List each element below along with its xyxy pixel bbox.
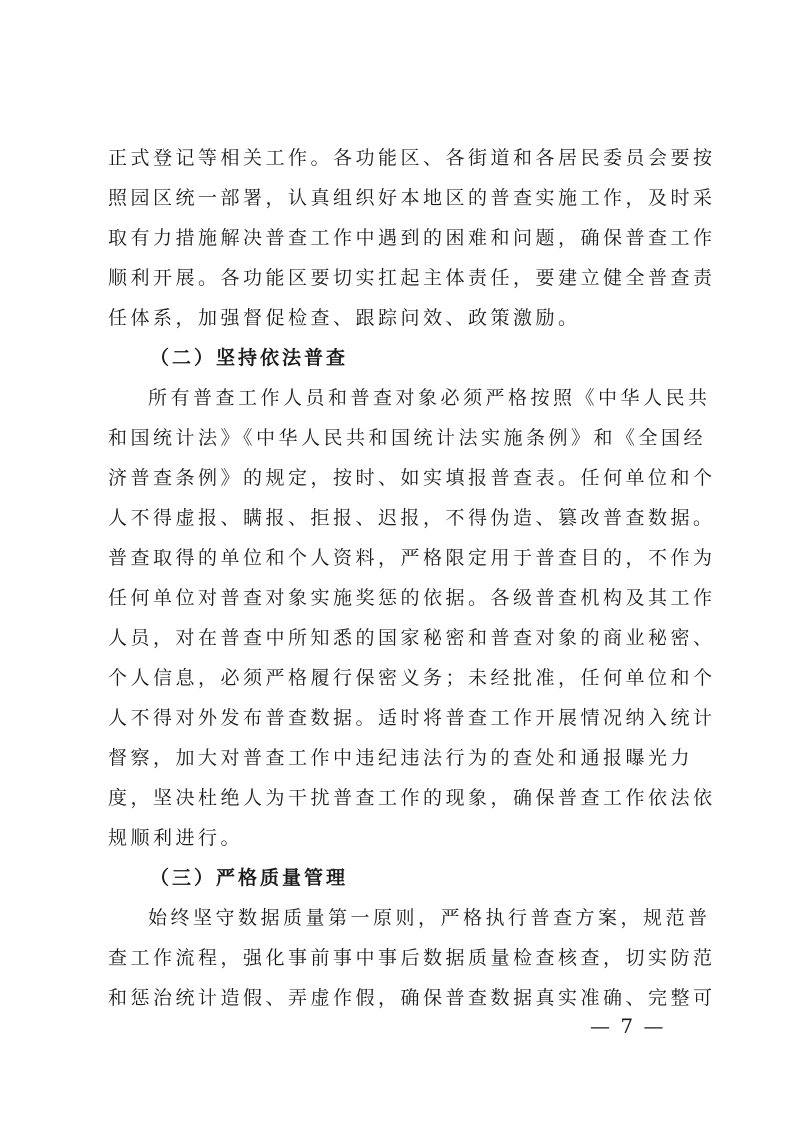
- body-text-line: 照园区统一部署，认真组织好本地区的普查实施工作，及时采: [108, 187, 716, 209]
- body-text-line: 和国统计法》《中华人民共和国统计法实施条例》和《全国经: [108, 427, 707, 449]
- body-text-line: 正式登记等相关工作。各功能区、各街道和各居民委员会要按: [108, 147, 716, 169]
- body-text-line: 任体系，加强督促检查、跟踪问效、政策激励。: [108, 307, 581, 329]
- body-text-line: 度，坚决杜绝人为干扰普查工作的现象，确保普查工作依法依: [108, 787, 716, 809]
- body-text-line: 济普查条例》的规定，按时、如实填报普查表。任何单位和个: [108, 467, 716, 489]
- body-text-line: 所有普查工作人员和普查对象必须严格按照《中华人民共: [148, 387, 711, 409]
- body-text-line: 人不得对外发布普查数据。适时将普查工作开展情况纳入统计: [108, 707, 716, 729]
- body-text-line: 规顺利进行。: [108, 827, 244, 849]
- body-text-line: 和惩治统计造假、弄虚作假，确保普查数据真实准确、完整可: [108, 987, 716, 1009]
- body-text-line: 始终坚守数据质量第一原则，严格执行普查方案，规范普: [148, 907, 711, 929]
- body-text-line: 人不得虚报、瞒报、拒报、迟报，不得伪造、篡改普查数据。: [108, 507, 716, 529]
- body-text-line: 个人信息，必须严格履行保密义务；未经批准，任何单位和个: [108, 667, 716, 689]
- body-text-line: 查工作流程，强化事前事中事后数据质量检查核查，切实防范: [108, 947, 716, 969]
- page-number: — 7 —: [590, 1014, 666, 1038]
- section-heading: （三）严格质量管理: [150, 867, 349, 889]
- body-text-line: 普查取得的单位和个人资料，严格限定用于普查目的，不作为: [108, 547, 716, 569]
- body-text-line: 人员，对在普查中所知悉的国家秘密和普查对象的商业秘密、: [108, 627, 716, 649]
- body-text-line: 顺利开展。各功能区要切实扛起主体责任，要建立健全普查责: [108, 267, 716, 289]
- section-heading: （二）坚持依法普查: [150, 347, 349, 369]
- body-text-line: 取有力措施解决普查工作中遇到的困难和问题，确保普查工作: [108, 227, 716, 249]
- body-text-line: 督察，加大对普查工作中违纪违法行为的查处和通报曝光力: [108, 747, 694, 769]
- body-text-line: 任何单位对普查对象实施奖惩的依据。各级普查机构及其工作: [108, 587, 716, 609]
